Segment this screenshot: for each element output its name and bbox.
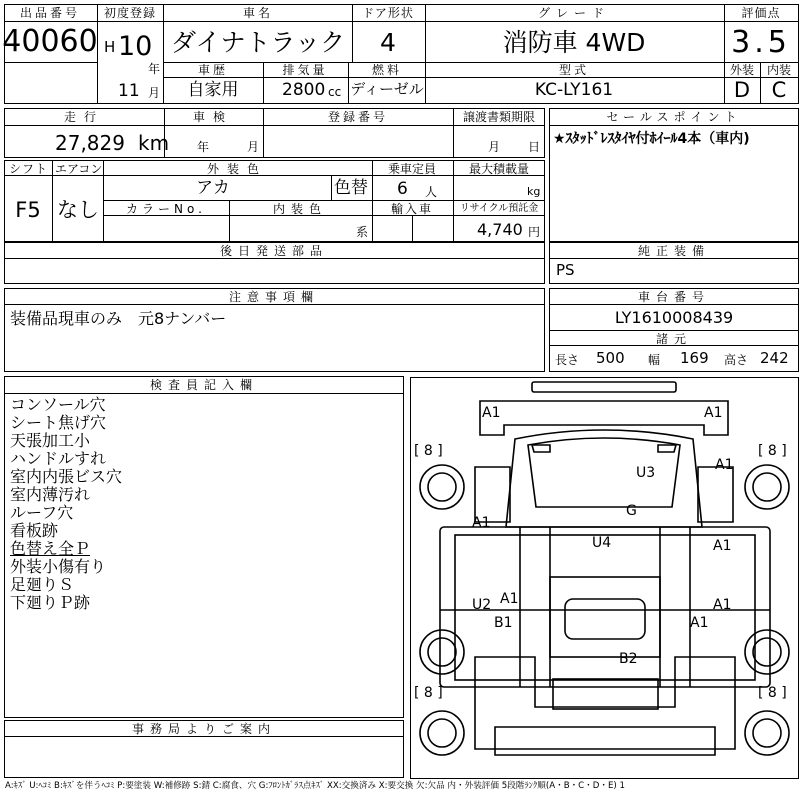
type: KC-LY161 (534, 80, 614, 100)
inspector-line: 足廻りＳ (10, 575, 75, 594)
mileage: 27,829 (55, 131, 125, 155)
ac-label: エアコン (55, 162, 103, 176)
interior-label: 内装 (766, 63, 792, 77)
reg-year: 10 (118, 31, 153, 62)
recycle-amount: 4,740 (477, 220, 523, 239)
inspector-line: 看板跡 (10, 521, 59, 540)
ac: なし (57, 198, 99, 222)
grade-label: グレード (537, 6, 611, 20)
interior-grade: C (771, 78, 787, 102)
displacement: 2800 (282, 80, 326, 100)
inspector-line: 室内薄汚れ (10, 485, 91, 504)
insp-month-unit: 月 (247, 140, 260, 154)
genuine-label: 純正装備 (637, 244, 711, 258)
damage-label: A1 (713, 538, 732, 554)
inspector-line: 色替え全Ｐ (10, 539, 91, 558)
shift: F5 (15, 198, 41, 222)
lot-no: 40060 (2, 24, 98, 59)
inspector-line: 天張加工小 (10, 431, 91, 450)
door-label: ドア形状 (362, 6, 414, 20)
damage-label: A1 (500, 591, 519, 607)
notes-label: 注意事項欄 (228, 290, 320, 304)
recycle-unit: 円 (528, 225, 541, 239)
grade: 消防車 4WD (502, 28, 646, 57)
selling-points: ★ｽﾀｯﾄﾞﾚｽﾀｲﾔ付ﾎｲｰﾙ4本（車内) (553, 131, 750, 147)
notes-text: 装備品現車のみ 元8ナンバー (10, 309, 227, 328)
displacement-label: 排気量 (282, 63, 328, 77)
interior-color-unit: 系 (356, 225, 369, 239)
transfer-day-unit: 日 (528, 140, 541, 154)
displacement-unit: cc (328, 85, 342, 99)
year-unit: 年 (148, 62, 161, 76)
damage-label: B2 (619, 651, 638, 667)
tire-tread-label: [ 8 ] (758, 685, 787, 701)
inspector-line: コンソール穴 (10, 395, 106, 414)
inspector-line: シート焦げ穴 (10, 413, 107, 432)
height: 242 (760, 349, 789, 367)
inspector-line: ルーフ穴 (10, 503, 74, 522)
damage-label: B1 (494, 615, 513, 631)
capacity: 6 (397, 179, 408, 199)
transfer-label: 譲渡書類期限 (462, 110, 536, 124)
exterior-color: アカ (196, 178, 230, 198)
inspector-line: 下廻りＰ跡 (10, 593, 91, 612)
damage-label: A1 (690, 615, 709, 631)
chassis-label: 車台番号 (637, 290, 711, 304)
selling-points-frame (549, 108, 799, 242)
month-unit: 月 (148, 86, 161, 100)
damage-label: A1 (713, 597, 732, 613)
history-label: 車歴 (197, 63, 229, 77)
inspector-line: ハンドルすれ (10, 449, 107, 468)
inspection-label: 車検 (192, 110, 234, 124)
height-label: 高さ (724, 353, 749, 367)
spec-label: 諸元 (655, 332, 693, 346)
type-label: 型式 (558, 63, 590, 77)
damage-label: A1 (704, 405, 723, 421)
load-label: 最大積載量 (468, 162, 530, 176)
later-parts-label: 後日発送部品 (219, 244, 329, 258)
selling-points-label: セールスポイント (606, 110, 742, 124)
inspector-line: 外装小傷有り (10, 557, 107, 576)
model-name: ダイナトラック (170, 28, 346, 57)
damage-label: A1 (715, 457, 734, 473)
length: 500 (596, 349, 625, 367)
fuel: ディーゼル (350, 80, 424, 98)
transfer-month-unit: 月 (488, 140, 501, 154)
score-label: 評価点 (741, 6, 781, 20)
length-label: 長さ (555, 353, 580, 367)
vehicle-outline (420, 382, 789, 755)
damage-label: A1 (482, 405, 501, 421)
lot-no-label: 出品番号 (19, 6, 81, 20)
reg-no-label: 登録番号 (327, 110, 389, 124)
damage-label: U4 (592, 535, 612, 551)
recycle-label: リサイクル預託金 (459, 203, 539, 214)
genuine-equipment: PS (556, 261, 575, 279)
width: 169 (680, 349, 709, 367)
mileage-unit: km (138, 131, 170, 155)
score: 3.5 (731, 25, 791, 60)
tire-tread-label: [ 8 ] (758, 443, 787, 459)
repaint-marker: 色替 (334, 178, 368, 198)
model-name-label: 車名 (242, 6, 274, 20)
damage-label: G (626, 503, 637, 519)
era: H (104, 38, 116, 56)
doors: 4 (380, 28, 396, 57)
vehicle-damage-diagram (410, 377, 799, 779)
exterior-grade: D (733, 78, 751, 102)
chassis-number: LY1610008439 (614, 308, 734, 327)
damage-label: U2 (472, 597, 492, 613)
office-label: 事務局よりご案内 (131, 722, 277, 736)
exterior-color-label: 外装色 (206, 162, 268, 176)
width-label: 幅 (648, 353, 661, 367)
reg-month: 11 (118, 81, 140, 101)
footer-legend: A:ｷｽﾞ U:ﾍｺﾐ B:ｷｽﾞを伴うﾍｺﾐ P:要塗装 W:補修跡 S:錆 C:腐食、穴 G:ﾌﾛﾝﾄｶﾞﾗｽ点ｷｽﾞ XX:交換済み X:要交換 欠:欠品 内・外装評価 5段階ﾗﾝｸ順(A・B・C・D・E) 1 (5, 781, 625, 791)
tire-tread-label: [ 8 ] (414, 685, 443, 701)
inspector-line: 室内内張ビス穴 (10, 467, 123, 486)
capacity-label: 乗車定員 (387, 162, 437, 176)
damage-label: A1 (472, 515, 491, 531)
damage-label: U3 (636, 465, 656, 481)
interior-color-label: 内装色 (272, 202, 328, 216)
inspector-label: 検査員記入欄 (149, 378, 259, 392)
mileage-label: 走行 (63, 110, 105, 124)
exterior-label: 外装 (729, 63, 755, 77)
fuel-label: 燃料 (371, 63, 403, 77)
history: 自家用 (187, 80, 239, 100)
first-reg-label: 初度登録 (103, 6, 157, 20)
capacity-unit: 人 (425, 185, 438, 199)
load-unit: kg (527, 185, 541, 198)
insp-year-unit: 年 (197, 140, 210, 154)
color-no-label: カラーNo. (126, 202, 206, 216)
import-label: 輸入車 (390, 202, 434, 216)
tire-tread-label: [ 8 ] (414, 443, 443, 459)
shift-label: シフト (9, 162, 49, 176)
